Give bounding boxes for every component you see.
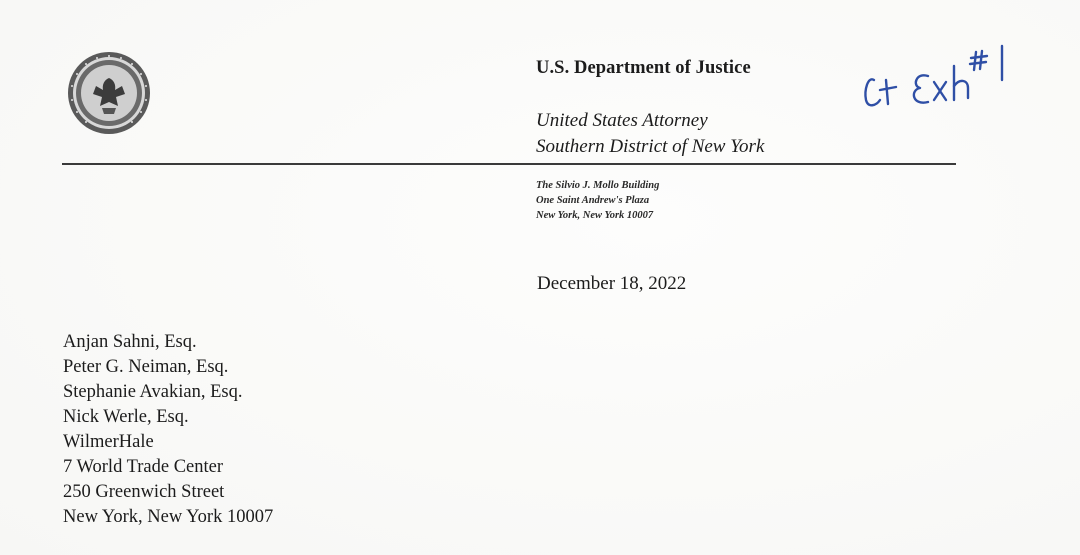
office-line-2: Southern District of New York (536, 136, 765, 157)
recipient-address-line: 250 Greenwich Street (63, 482, 225, 502)
office-address-line: The Silvio J. Mollo Building (536, 180, 660, 191)
office-line-1: United States Attorney (536, 110, 708, 131)
recipient-line: Peter G. Neiman, Esq. (63, 357, 229, 377)
recipient-address-block (63, 330, 273, 530)
recipient-line: Stephanie Avakian, Esq. (63, 382, 243, 402)
office-address-line: New York, New York 10007 (536, 210, 654, 221)
letterhead-divider (62, 163, 956, 165)
recipient-address-line: 7 World Trade Center (63, 457, 224, 477)
recipient-address-line: New York, New York 10007 (63, 507, 274, 527)
recipient-line: Anjan Sahni, Esq. (63, 332, 197, 352)
doj-seal-icon (66, 50, 152, 136)
office-address-line: One Saint Andrew's Plaza (536, 195, 650, 206)
recipient-firm: WilmerHale (63, 432, 154, 452)
letter-date: December 18, 2022 (537, 273, 687, 294)
recipient-line: Nick Werle, Esq. (63, 407, 189, 427)
department-title: U.S. Department of Justice (536, 58, 751, 78)
handwritten-exhibit-mark (842, 30, 1032, 110)
